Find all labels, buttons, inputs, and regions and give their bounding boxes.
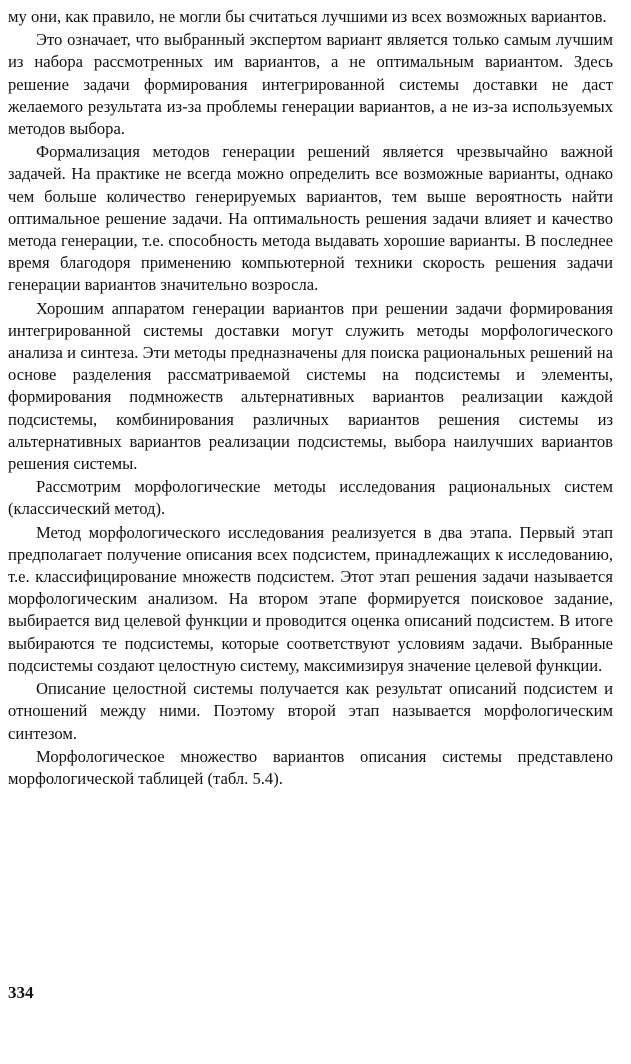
paragraph: Формализация методов генерации решений является чрезвычайно важной задачей. На практике не всегда можно определить все возможные варианты, однако чем больше количество генерируемых вариантов, тем выше вероятность найти оптимальное решение задачи. На оптимальность решения задачи влияет и качество метода генерации, т.е. способность метода выдавать хорошие варианты. В последнее время благодоря применению компьютерной техники скорость решения задачи генерации вариантов значительно возросла. <box>8 142 613 295</box>
paragraph: Это означает, что выбранный экспертом вариант является только самым лучшим из набора рассмотренных им вариантов, а не оптимальным вариантом. Здесь решение задачи формирования интегрированной системы доставки не даст желаемого результата из-за проблемы генерации вариантов, а не из-за используемых методов выбора. <box>8 30 613 139</box>
paragraph: Рассмотрим морфологические методы исследования рациональных систем (классический метод). <box>8 477 613 519</box>
paragraph: Морфологическое множество вариантов описания системы представлено морфологической таблицей (табл. 5.4). <box>8 746 613 788</box>
paragraph: Хорошим аппаратом генерации вариантов при решении задачи формирования интегрированной системы доставки могут служить методы морфологического анализа и синтеза. Эти методы предназначены для поиска рациональных решений на основе разделения рассматриваемой системы на подсистемы и элементы, формирования подмножеств альтернативных вариантов реализации каждой подсистемы, комбинирования различных вариантов решения системы из альтернативных вариантов реализации подсистемы, выбора наилучших вариантов решения системы. <box>8 298 613 474</box>
page-text-block <box>8 6 613 791</box>
page-number: 334 <box>8 983 34 1002</box>
paragraph-continuation: му они, как правило, не могли бы считаться лучшими из всех возможных вариантов. <box>8 7 607 26</box>
paragraph: Описание целостной системы получается как результат описаний подсистем и отношений между ними. Поэтому второй этап называется морфологическим синтезом. <box>8 679 613 743</box>
paragraph: Метод морфологического исследования реализуется в два этапа. Первый этап предполагает получение описания всех подсистем, принадлежащих к исследованию, т.е. классифицирование множеств подсистем. Этот этап решения задачи называется морфологическим анализом. На втором этапе формируется поисковое задание, выбирается вид целевой функции и проводится оценка описаний подсистем. В итоге выбираются те подсистемы, которые соответствуют условиям задачи. Выбранные подсистемы создают целостную систему, максимизируя значение целевой функции. <box>8 522 613 675</box>
